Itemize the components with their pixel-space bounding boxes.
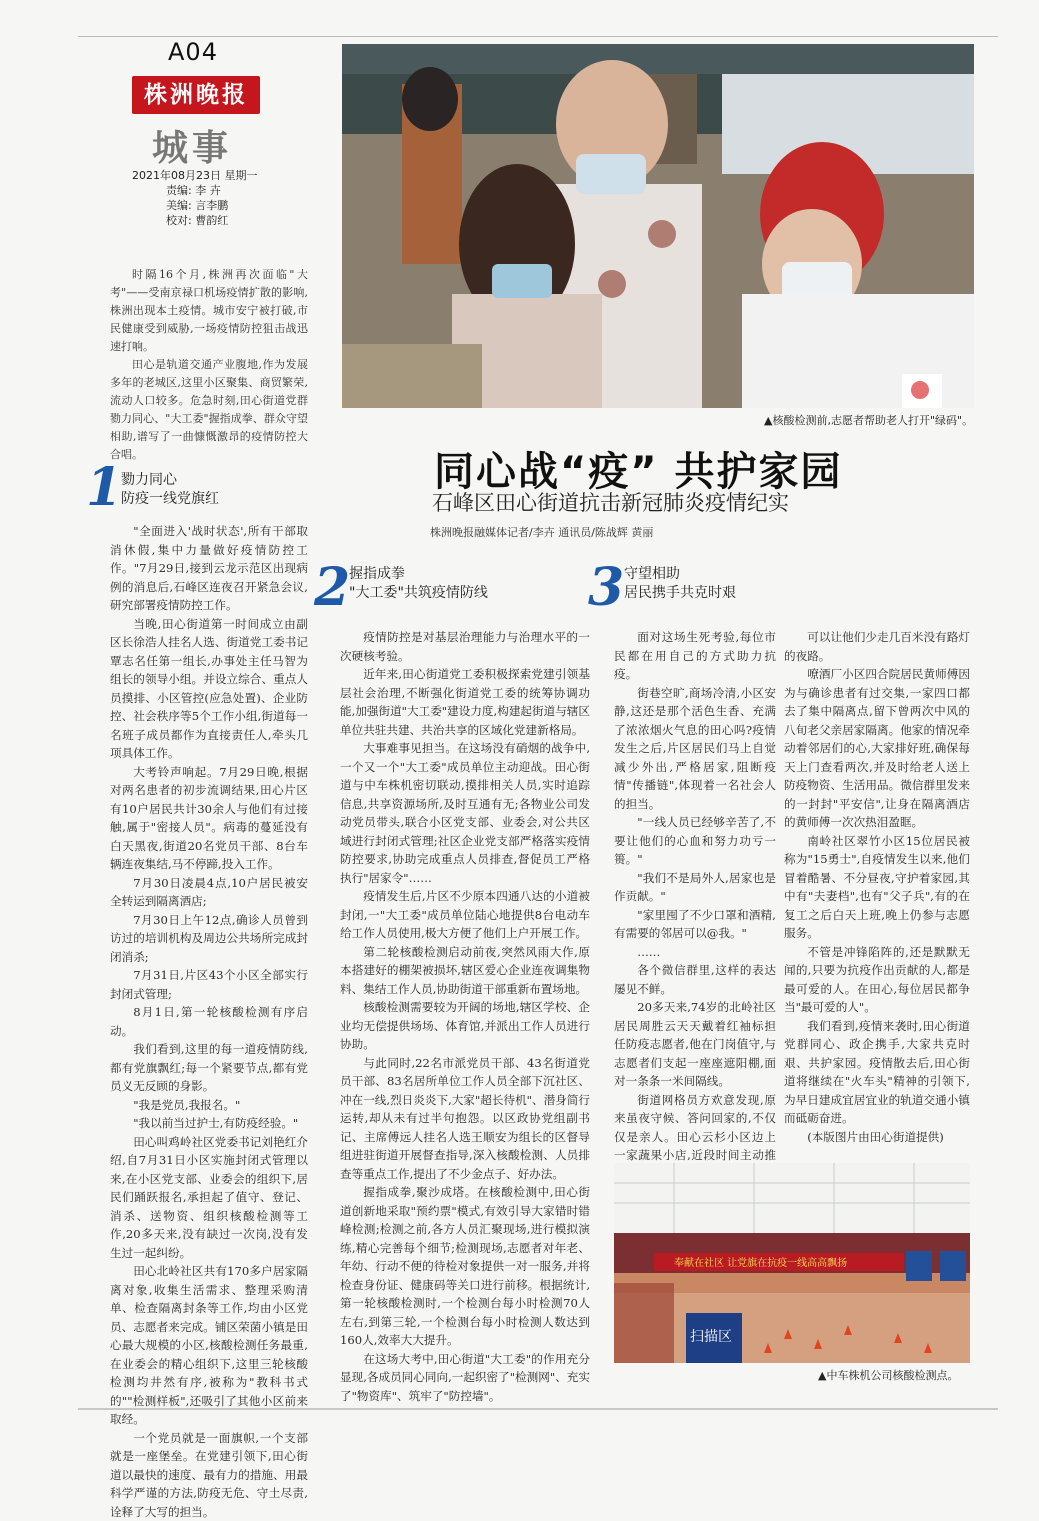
section-1-column	[110, 522, 308, 1392]
section-title-line: 握指成拳	[349, 565, 405, 584]
section-title: 城事	[152, 120, 232, 171]
issue-meta	[132, 168, 258, 228]
body-paragraph: (本版图片由田心街道提供)	[784, 1128, 970, 1147]
byline: 株洲晚报融媒体记者/李卉 通讯员/陈战辉 黄丽	[430, 524, 653, 540]
gym-banner-text: 奉献在社区 让党旗在抗疫一线高高飘扬	[674, 1256, 847, 1269]
body-paragraph: "我是党员,我报名。"	[110, 1096, 308, 1115]
section-number: 1	[86, 462, 122, 514]
masthead-logo: 株洲晚报	[132, 76, 260, 114]
section-3-column-b	[784, 628, 970, 1156]
intro-paragraph: 田心是轨道交通产业腹地,作为发展多年的老城区,这里小区聚集、商贸繁荣,流动人口较多。危急时刻,田心街道党群勠力同心、"大工委"握指成拳、群众守望相助,谱写了一曲慷慨激昂的疫情防控大合唱。	[110, 356, 308, 464]
bottom-rule	[78, 1408, 998, 1410]
body-paragraph: 大事难事见担当。在这场没有硝烟的战争中,一个又一个"大工委"成员单位主动迎战。田心街道与中车株机密切联动,摸排相关人员,实时追踪信息,共享资源场所,及时互通有无;各物业公司发动党员带头,联合小区党支部、业委会,对公共区域进行封闭式管理;社区企业党支部严格落实疫情防控要求,协助完成重点人员排查,督促员工严格执行"居家令"……	[340, 739, 590, 887]
designer-line: 美编: 言李鹏	[132, 198, 258, 213]
body-paragraph: 疫情发生后,片区不少原本四通八达的小道被封闭,一"大工委"成员单位陆心地提供8台电动车给工作人员使用,极大方便了他们上户开展工作。	[340, 887, 590, 943]
body-paragraph: "全面进入'战时状态',所有干部取消休假,集中力量做好疫情防控工作。"7月29日,接到云龙示范区出现病例的消息后,石峰区连夜召开紧急会议,研究部署疫情防控工作。	[110, 522, 308, 615]
proofreader-line: 校对: 曹韵红	[132, 213, 258, 228]
body-paragraph: 核酸检测需要较为开阔的场地,辖区学校、企业均无偿提供场场、体育馆,并派出工作人员进行协助。	[340, 998, 590, 1054]
section-number: 3	[588, 562, 624, 614]
body-paragraph: ……	[614, 943, 776, 962]
body-paragraph: 握指成拳,聚沙成塔。在核酸检测中,田心街道创新地采取"预约票"模式,有效引导大家错时错峰检测;检测之前,各方人员汇聚现场,进行模拟演练,精心完善每个细节;检测现场,志愿者对年老、年幼、行动不便的待检对象提供一对一服务,并将检查身份证、健康码等关口进行前移。根据统计,第一轮核酸检测时,一个检测台每小时检测70人左右,到第三轮,一个检测台每小时检测人数达到160人,效率大大提升。	[340, 1183, 590, 1350]
section-number: 2	[314, 562, 350, 614]
body-paragraph: 大考铃声响起。7月29日晚,根据对两名患者的初步流调结果,田心片区有10户居民共计30余人与他们有过接触,属于"密接人员"。病毒的蔓延没有白天黑夜,街道20名党员干部、8台车辆连夜集结,马不停蹄,投入工作。	[110, 763, 308, 874]
body-paragraph: 7月30日凌晨4点,10户居民被安全转运到隔离酒店;	[110, 874, 308, 911]
intro-paragraph: 时隔16个月,株洲再次面临"大考"——受南京禄口机场疫情扩散的影响,株洲出现本土疫情。城市安宁被打破,市民健康受到威胁,一场疫情防控狙击战迅速打响。	[110, 266, 308, 356]
body-paragraph: 8月1日,第一轮核酸检测有序启动。	[110, 1003, 308, 1040]
gym-photo-caption: ▲中车株机公司核酸检测点。	[818, 1367, 958, 1383]
body-paragraph: 街道网格员方欢意发现,原来虽夜守候、答问回家的,不仅仅是亲人。田心云杉小区边上一家蔬果小店,近段时间主动推	[614, 1091, 776, 1202]
body-paragraph: 嘹酒厂小区四合院居民黄师傅因为与确诊患者有过交集,一家四口都去了集中隔离点,留下曾两次中风的八旬老父亲居家隔离。他家的情况牵动着邻居们的心,大家排好班,确保每天上门查看两次,并及时给老人送上防疫物资、生活用品。微信群里发来的一封封"平安信",让身在隔离酒店的黄师傅一次次热泪盈眶。	[784, 665, 970, 832]
date-line: 2021年08月23日 星期一	[132, 168, 258, 183]
body-paragraph: "家里囤了不少口罩和酒精,有需要的邻居可以@我。"	[614, 906, 776, 943]
section-2-column	[340, 628, 590, 1394]
body-paragraph: 南岭社区翠竹小区15位居民被称为"15勇士",自疫情发生以来,他们冒着酷暑、不分昼夜,守护着家园,其中有"夫妻档",也有"父子兵",有的在复工之后白天上班,晚上仍参与志愿服务。	[784, 832, 970, 943]
top-rule	[78, 36, 998, 37]
gym-sign-text: 扫描区	[690, 1328, 732, 1345]
body-paragraph: 一个党员就是一面旗帜,一个支部就是一座堡垒。在党建引领下,田心街道以最快的速度、最有力的措施、用最科学严谨的方法,防疫无危、守土尽责,诠释了大写的担当。	[110, 1429, 308, 1521]
body-paragraph: 可以让他们少走几百米没有路灯的夜路。	[784, 628, 970, 665]
editor-line: 责编: 李 卉	[132, 183, 258, 198]
main-photo-caption: ▲核酸检测前,志愿者帮助老人打开"绿码"。	[764, 412, 973, 428]
page-number: A04	[168, 38, 218, 66]
body-paragraph: 第二轮核酸检测启动前夜,突然风雨大作,原本搭建好的棚架被损坏,辖区爱心企业连夜调集物料、集结工作人员,协助街道干部重新布置场地。	[340, 943, 590, 999]
gym-photo	[614, 1163, 970, 1363]
section-3-column-a	[614, 628, 776, 1156]
body-paragraph: 7月31日,片区43个小区全部实行封闭式管理;	[110, 966, 308, 1003]
section-title-line: 居民携手共克时艰	[624, 584, 736, 603]
body-paragraph: "我以前当过护士,有防疫经验。"	[110, 1114, 308, 1133]
section-title-line: 守望相助	[624, 565, 680, 584]
body-paragraph: 疫情防控是对基层治理能力与治理水平的一次硬核考验。	[340, 628, 590, 665]
body-paragraph: 当晚,田心街道第一时间成立由副区长徐浩人挂名人选、街道党工委书记覃志名任第一组长,办事处主任马智为组长的领导小组。并设立综合、重点人员摸排、小区管控(应急处置)、企业防控、社会秩序等5个工作小组,街道每一名班子成员都作为直接责任人,牵头几项具体工作。	[110, 615, 308, 763]
body-paragraph: 我们看到,疫情来袭时,田心街道党群同心、政企携手,大家共克时艰、共护家园。疫情散去后,田心街道将继续在"火车头"精神的引领下,为早日建成宜居宜业的轨道交通小镇而砥砺奋进。	[784, 1017, 970, 1128]
body-paragraph: 7月30日上午12点,确诊人员曾到访过的培训机构及周边公共场所完成封闭消杀;	[110, 911, 308, 967]
section-title-line: 勠力同心	[121, 471, 177, 490]
body-paragraph: 在这场大考中,田心街道"大工委"的作用充分显现,各成员同心同向,一起织密了"检测网"、充实了"物资库"、筑牢了"防控墙"。	[340, 1350, 590, 1406]
body-paragraph: 近年来,田心街道党工委积极探索党建引领基层社会治理,不断强化街道党工委的统筹协调功能,加强街道"大工委"建设力度,构建起街道与辖区单位共驻共建、共治共享的区域化党建新格局。	[340, 665, 590, 739]
body-paragraph: 田心叫鸡岭社区党委书记刘艳红介绍,自7月31日小区实施封闭式管理以来,在小区党支部、业委会的组织下,居民们踊跃报名,承担起了值守、登记、消杀、送物资、组织核酸检测等工作,20多天来,没有缺过一次岗,没有发生过一起纠纷。	[110, 1133, 308, 1263]
section-title-line: "大工委"共筑疫情防线	[349, 584, 488, 603]
subheadline: 石峰区田心街道抗击新冠肺炎疫情纪实	[432, 487, 789, 517]
body-paragraph: "我们不是局外人,居家也是作贡献。"	[614, 869, 776, 906]
section-title-line: 防疫一线党旗红	[121, 490, 219, 509]
main-photo	[342, 44, 974, 408]
body-paragraph: 不管是冲锋陷阵的,还是默默无闻的,只要为抗疫作出贡献的人,都是最可爱的人。在田心,每位居民都争当"最可爱的人"。	[784, 943, 970, 1017]
body-paragraph: 田心北岭社区共有170多户居家隔离对象,收集生活需求、整理采购清单、检查隔离封条等工作,均由小区党员、志愿者来完成。铺区荣菌小镇是田心最大规模的小区,核酸检测任务最重,在业委会的精心组织下,这里三轮核酸检测均井然有序,被称为"教科书式的""检测样板",还吸引了其他小区前来取经。	[110, 1262, 308, 1429]
body-paragraph: 与此同时,22名市派党员干部、43名街道党员干部、83名居所单位工作人员全部下沉社区、冲在一线,烈日炎炎下,大家"超长待机"、潜身简行运转,却从未有过半句抱怨。以区政协党组副书记、主席傅远人挂名人选王顺安为组长的区督导组进驻街道开展督查指导,深入核酸检测、人员排查等重点工作,提出了不少金点子、好办法。	[340, 1054, 590, 1184]
body-paragraph: "一线人员已经够辛苦了,不要让他们的心血和努力功亏一篑。"	[614, 813, 776, 869]
intro-text	[110, 266, 308, 464]
body-paragraph: 各个微信群里,这样的表达屡见不鲜。	[614, 961, 776, 998]
body-paragraph: 我们看到,这里的每一道疫情防线,都有党旗飘红;每一个紧要节点,都有党员义无反顾的身影。	[110, 1040, 308, 1096]
body-paragraph: 街巷空旷,商场冷清,小区安静,这还是那个活色生香、充满了浓浓烟火气息的田心吗?疫情发生之后,片区居民们马上自觉减少外出,严格居家,阻断疫情"传播链",体现着一名社会人的担当。	[614, 684, 776, 814]
body-paragraph: 20多天来,74岁的北岭社区居民周胜云天天戴着红袖标担任防疫志愿者,他在门岗值守,与志愿者们支起一座座遮阳棚,面对一条条一米间隔线。	[614, 998, 776, 1091]
body-paragraph: 面对这场生死考验,每位市民都在用自己的方式助力抗疫。	[614, 628, 776, 684]
headline: 同心战“疫” 共护家园	[434, 440, 843, 497]
